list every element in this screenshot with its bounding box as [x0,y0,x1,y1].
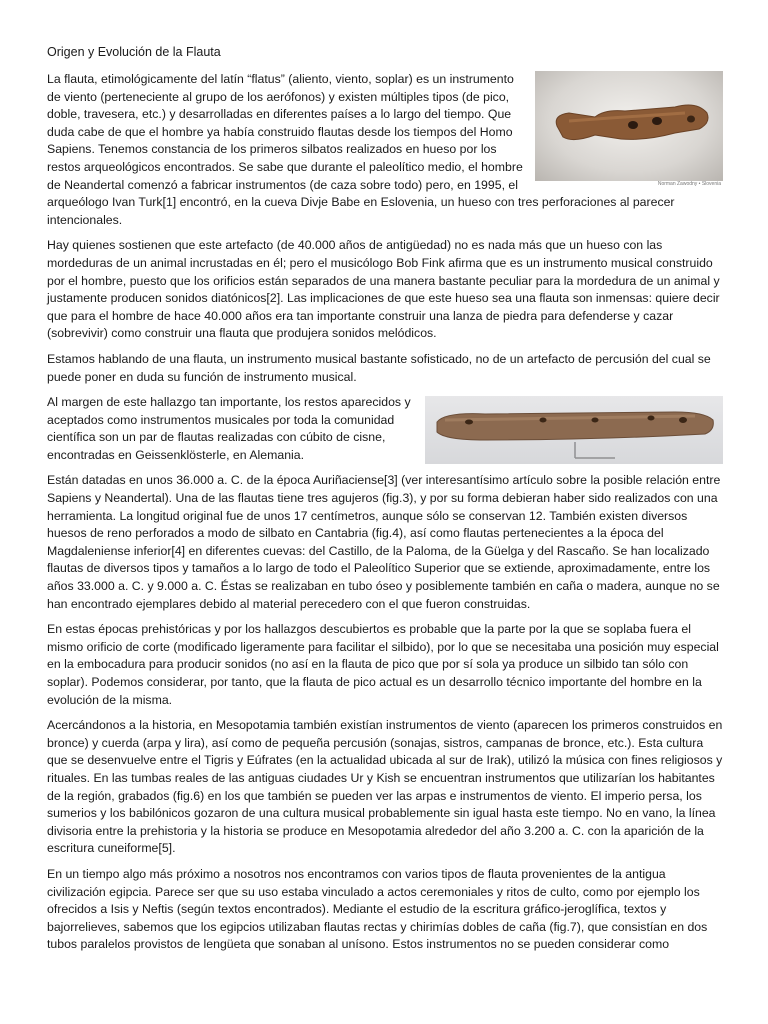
document-title: Origen y Evolución de la Flauta [47,45,221,59]
bone-flute-drawing [535,71,723,181]
paragraph: En estas épocas prehistóricas y por los hallazgos descubiertos es probable que la parte por la que se soplaba fuera el mismo orificio de corte (modificado ligeramente para facilitar el silbido), por lo que se necesitaba una posición muy especial en la embocadura para producir sonidos (no así en la flauta de pico que por sí sola ya produce un silbido tan sólo con soplar). Podemos considerar, por tanto, que la flauta de pico actual es un desarrollo técnico importante del hombre en la evolución de la misma. [47,622,719,707]
swan-bone-flute-photo [425,396,723,464]
paragraph: En un tiempo algo más próximo a nosotros nos encontramos con varios tipos de flauta provenientes de la antigua civilización egipcia. Parece ser que su uso estaba vinculado a actos ceremoniales y ritos de culto, como por ejemplo los ofrecidos a Isis y Neftis (según textos encontrados). Mediante el estudio de la escritura gráfico-jeroglífica, textos y bajorrelieves, sabemos que los egipcios utilizaban flautas rectas y chirimías dobles de caña (fig.7), que consistían en dos tubos paralelos provistos de lengüeta que sonaban al unísono. Estos instrumentos no se pueden considerar como [47,866,708,952]
paragraph: Acercándonos a la historia, en Mesopotamia también existían instrumentos de viento (aparecen los primeros construidos en bronce) y cuerda (arpa y lira), así como de pequeña percusión (sonajas, sistros, campanas de bronce, etc.). Esta cultura que se desenvuelve entre el Tigris y Eúfrates (en la actualidad ubicada al sur de Irak), utilizó la música con fines religiosos y rituales. En las tumbas reales de las antiguas ciudades Ur y Kish se encuentran instrumentos que utilizarían los habitantes de la región, grabados (fig.6) en los que también se pueden ver las arpas e instrumentos de viento. El imperio persa, los sumerios y los babilónicos gozaron de una cultura musical probablemente sin igual hasta este tiempo. No en vano, la línea divisoria entre la prehistoria y la historia se produce en Mesopotamia alrededor del año 3.200 a. C. con la aparición de la escritura cuneiforme[5]. [47,718,723,856]
paragraph: Al margen de este hallazgo tan importante, los restos aparecidos y aceptados como instrumentos musicales por toda la comunidad científica son un par de flautas realizadas con cúbito de cisne, encontradas en Geissenklösterle, en Alemania. [47,395,411,462]
bone-flute-image [535,71,723,181]
paragraph: Estamos hablando de una flauta, un instrumento musical bastante sofisticado, no de un artefacto de percusión del cual se puede poner en duda su función de instrumento musical. [47,351,711,384]
bone-flute-photo-divje-babe [535,71,723,187]
figure-credit: Norman Zawodny • Slovenia [657,181,721,187]
document-page [47,44,723,962]
swan-bone-flute-drawing [425,396,723,464]
paragraph: Hay quienes sostienen que este artefacto (de 40.000 años de antigüedad) no es nada más que un hueso con las mordeduras de un animal incrustadas en él; pero el musicólogo Bob Fink afirma que es un instrumento musical construido por el hombre, puesto que los orificios están separados de una manera bastante peculiar para la mordedura de un animal y justamente producen sonidos diatónicos[2]. Las implicaciones de que este hueso sea una flauta son inmensas: quiere decir que para el hombre de hace 40.000 años era tan importante construir una lanza de piedra para defenderse y cazar (sobrevivir) como construir una flauta que produjera sonidos melódicos. [47,238,720,341]
paragraph: Están datadas en unos 36.000 a. C. de la época Auriñaciense[3] (ver interesantísimo artículo sobre la posible relación entre Sapiens y Neandertal). Una de las flautas tiene tres agujeros (fig.3), y por su forma debieran haber sido realizados con una herramienta. La longitud original fue de unos 17 centímetros, aunque sólo se conservan 12. También existen diversos huesos de reno perforados a modo de silbato en Cantabria (fig.4), así como flautas pertenecientes a la época del Magdaleniense inferior[4] en diferentes cuevas: del Castillo, de la Paloma, de la Güelga y del Rascaño. Se han localizado flautas de diversos tipos y tamaños a lo largo de todo el Paleolítico Superior que se extiende, aproximadamente, entre los años 33.000 a. C. y 9.000 a. C. Éstas se realizaban en tubo óseo y posiblemente también en caña o madera, aunque no se han encontrado ejemplares debido al material perecedero con el que fueron construidas. [47,473,721,611]
paragraph: La flauta, etimológicamente del latín “flatus” (aliento, viento, soplar) es un instrumento de viento (perteneciente al grupo de los aerófonos) y existen múltiples tipos (de pico, doble, travesera, etc.) y desarrolladas en diferentes países a lo largo del tiempo. Que duda cabe de que el hombre ya había construido flautas desde los tiempos del Homo Sapiens. Tenemos constancia de los primeros silbatos realizados en hueso por los restos arqueológicos encontrados. Se sabe que durante el paleolítico medio, el hombre de Neandertal comenzó a fabricar instrumentos (de caza sobre todo) pero, en 1995, el arqueólogo Ivan Turk[1] encontró, en la cueva Divje Babe en Eslovenia, un hueso con tres perforaciones al parecer intencionales. [47,72,675,227]
